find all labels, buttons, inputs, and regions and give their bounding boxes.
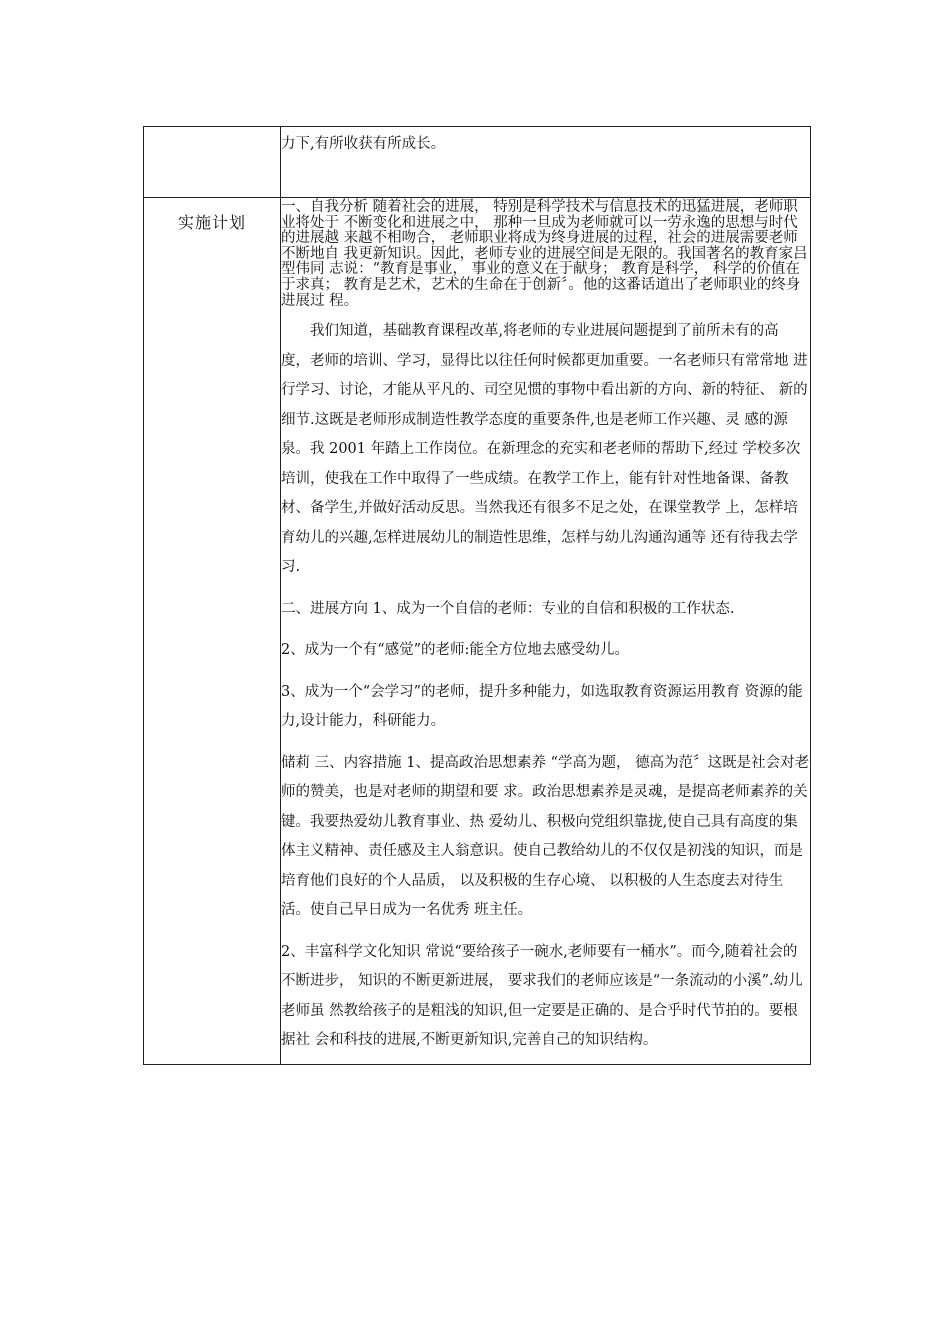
table-row-plan <box>144 198 811 1065</box>
continuation-text: 力下,有所收获有所成长。 <box>281 136 446 152</box>
plan-table <box>143 126 811 1065</box>
content-cell-continuation <box>281 127 811 198</box>
paragraph-background: 我们知道，基础教育课程改革,将老师的专业进展问题提到了前所未有的高 度，老师的培训、学习，显得比以往任何时候都更加重要。一名老师只有常常地 进行学习、讨论，才能从平凡的、司空见惯的事物中看出新的方向、新的特征、 新的细节.这既是老师形成制造性教学态度的重要条件,也是老师工作兴趣、灵 感的源泉。我 2001 年踏上工作岗位。在新理念的充实和老老师的帮助下,经过 学校多次培训，使我在工作中取得了一些成绩。在教学工作上，能有针对性地备课、备教材、备学生,并做好活动反思。当然我还有很多不足之处，在课堂教学 上，怎样培育幼儿的兴趣,怎样进展幼儿的制造性思维，怎样与幼儿沟通沟通等 还有待我去学习. <box>281 323 808 576</box>
content-cell-plan <box>281 198 811 1065</box>
paragraph-direction-1: 二、进展方向 1、成为一个自信的老师：专业的自信和积极的工作状态. <box>281 600 735 617</box>
row-label-implementation-plan: 实施计划 <box>177 213 246 232</box>
label-cell-plan <box>144 198 281 1065</box>
label-cell-empty <box>144 127 281 198</box>
paragraph-direction-2: 2、成为一个有“感觉”的老师:能全方位地去感受幼儿。 <box>281 642 629 659</box>
table-row-continuation <box>144 127 811 198</box>
self-analysis-paragraph: 一、自我分析 随着社会的进展， 特别是科学技术与信息技术的迅猛进展，老师职业将处于 不断变化和进展之中， 那种一旦成为老师就可以一劳永逸的思想与时代的进展越 来越不相吻合， 老师职业将成为终身进展的过程，社会的进展需要老师不断地自 我更新知识。因此，老师专业的进展空间是无限的。我国著名的教育家吕型伟同 志说：“教育是事业， 事业的意义在于献身； 教育是科学， 科学的价值在于求真； 教育是艺术，艺术的生命在于创新〞。他的这番话道出了老师职业的终身进展过 程。 <box>281 199 808 309</box>
paragraph-direction-3: 3、成为一个“会学习”的老师，提升多种能力，如选取教育资源运用教育 资源的能力,设计能力，科研能力。 <box>281 683 803 730</box>
paragraph-measures-2: 2、丰富科学文化知识 常说“要给孩子一碗水,老师要有一桶水”。而今,随着社会的不断进步， 知识的不断更新进展， 要求我们的老师应该是“一条流动的小溪”.幼儿老师虽 然教给孩子的是粗浅的知识,但一定要是正确的、是合乎时代节拍的。要根据社 会和科技的进展,不断更新知识,完善自己的知识结构。 <box>281 943 803 1049</box>
paragraph-measures-1: 储莉 三、内容措施 1、提高政治思想素养 “学高为题， 德高为范〞这既是社会对老师的赞美，也是对老师的期望和要 求。政治思想素养是灵魂，是提高老师素养的关键。我要热爱幼儿教育事业、热 爱幼儿、积极向党组织靠拢,使自己具有高度的集体主义精神、责任感及主人翁意识。使自己教给幼儿的不仅仅是初浅的知识，而是培育他们良好的个人品质， 以及积极的生存心境、 以积极的人生态度去对待生活。使自己早日成为一名优秀 班主任。 <box>281 754 810 919</box>
